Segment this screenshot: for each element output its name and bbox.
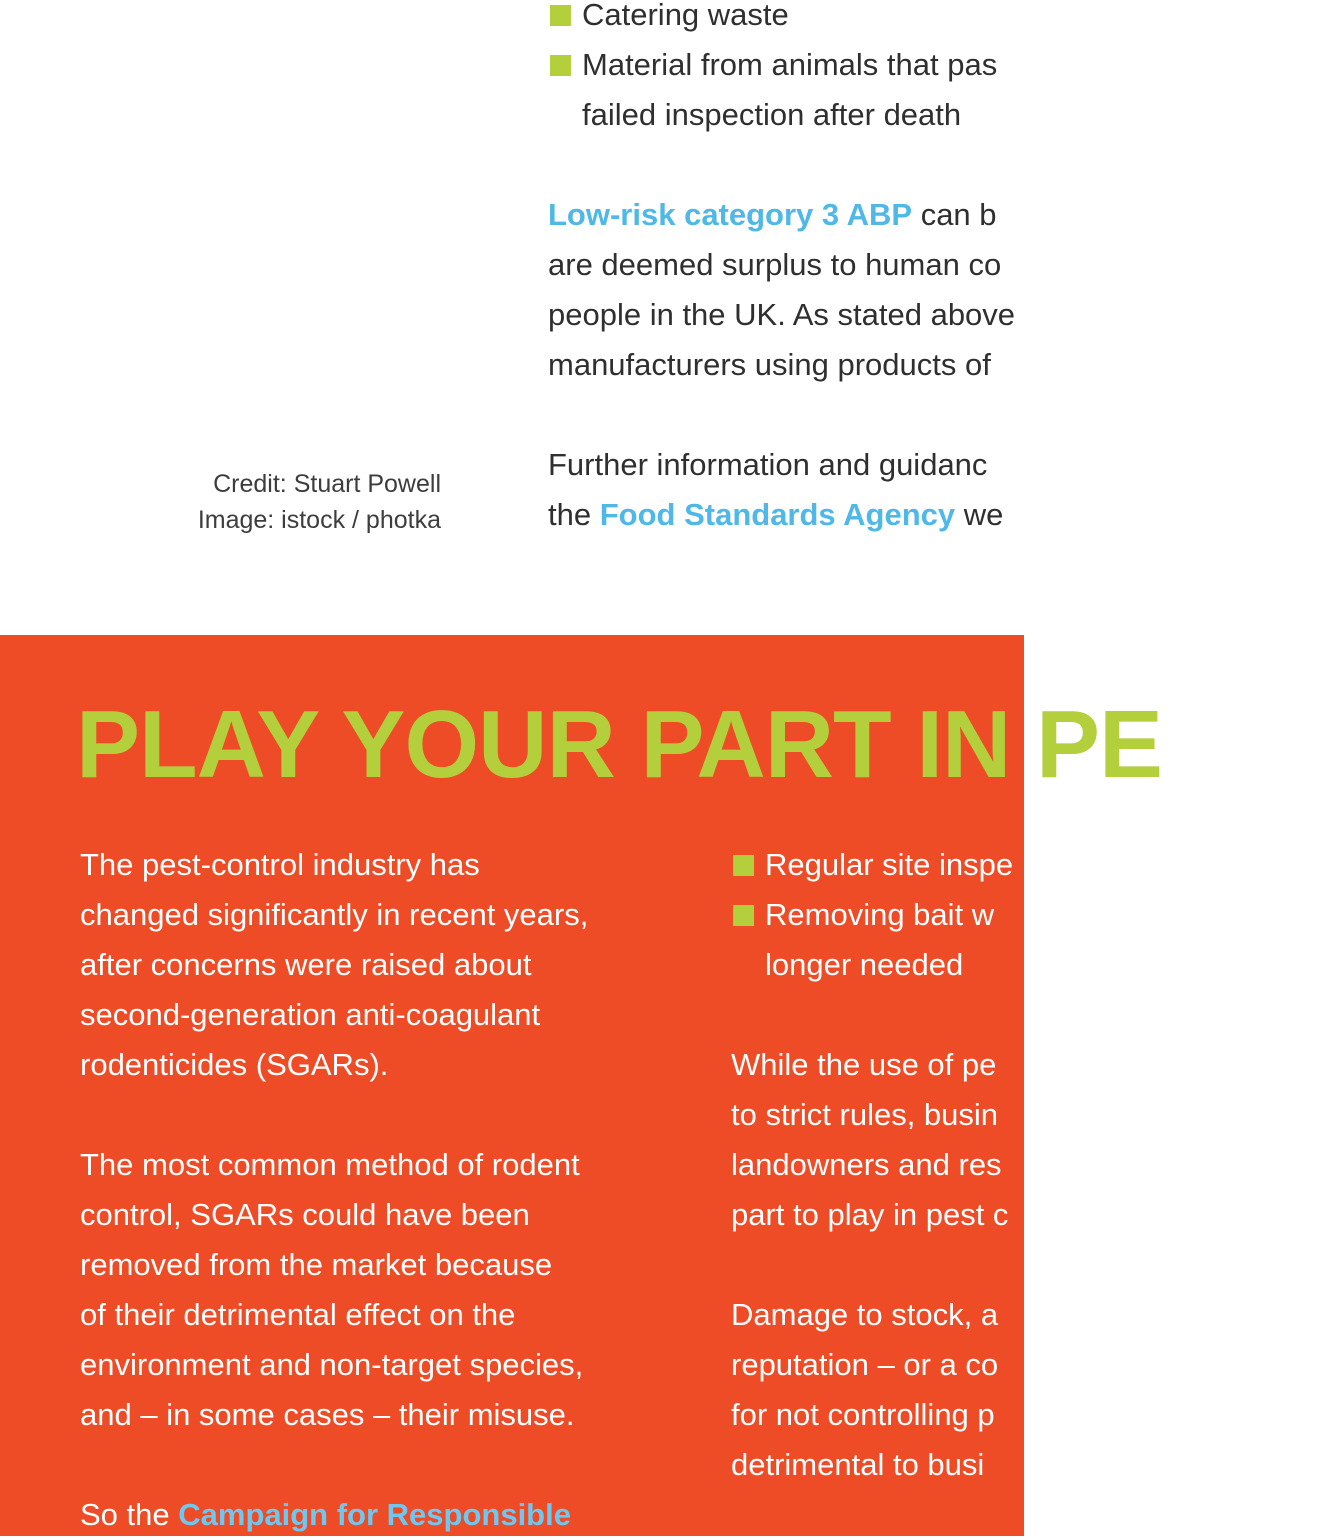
- low-risk-abp-link[interactable]: Low-risk category 3 ABP: [548, 197, 913, 232]
- green-square-bullet-icon: [733, 855, 754, 876]
- paragraph-guidance: Further information and guidanc the Food Standards Agency we: [548, 447, 1004, 532]
- list-item: Regular site inspe: [731, 840, 1331, 890]
- list-item: Catering waste: [548, 0, 1248, 40]
- green-square-bullet-icon: [550, 5, 571, 26]
- paragraph-industry: The pest-control industry has changed significantly in recent years, after concerns were raised about second-generation anti-coagulant rodenticides (SGARs).: [80, 847, 589, 1082]
- credit-image-source: Image: istock / photka: [197, 506, 441, 534]
- pest-control-section: [0, 635, 1163, 1536]
- paragraph-damage: Damage to stock, a reputation – or a co for not controlling p detrimental to busi: [731, 1297, 999, 1482]
- article-column-right: [731, 840, 1331, 1490]
- paragraph-campaign: So the Campaign for Responsible: [80, 1497, 571, 1532]
- campaign-link[interactable]: Campaign for Responsible: [178, 1497, 571, 1532]
- paragraph-rules: While the use of pe to strict rules, busin landowners and res part to play in pest c: [731, 1047, 1009, 1232]
- list-item: Material from animals that pas failed inspection after death: [548, 40, 1248, 140]
- food-standards-agency-link[interactable]: Food Standards Agency: [599, 497, 956, 532]
- green-square-bullet-icon: [550, 55, 571, 76]
- section-headline: PLAY YOUR PART IN PE: [76, 691, 1163, 798]
- article-column-left: [80, 840, 680, 1540]
- paragraph-sgars: The most common method of rodent control, SGARs could have been removed from the market because of their detrimental effect on the environment and non-target species, and – in some cases – their misuse.: [80, 1147, 584, 1432]
- image-credit: [198, 466, 441, 538]
- credit-author: Credit: Stuart Powell: [213, 470, 441, 498]
- top-section: [0, 0, 1024, 635]
- article-column-top: [548, 0, 1248, 540]
- paragraph-abp: Low-risk category 3 ABP can b are deemed surplus to human co people in the UK. As stated above manufacturers using products of: [548, 197, 1016, 382]
- list-item: Removing bait w longer needed: [731, 890, 1331, 990]
- green-square-bullet-icon: [733, 905, 754, 926]
